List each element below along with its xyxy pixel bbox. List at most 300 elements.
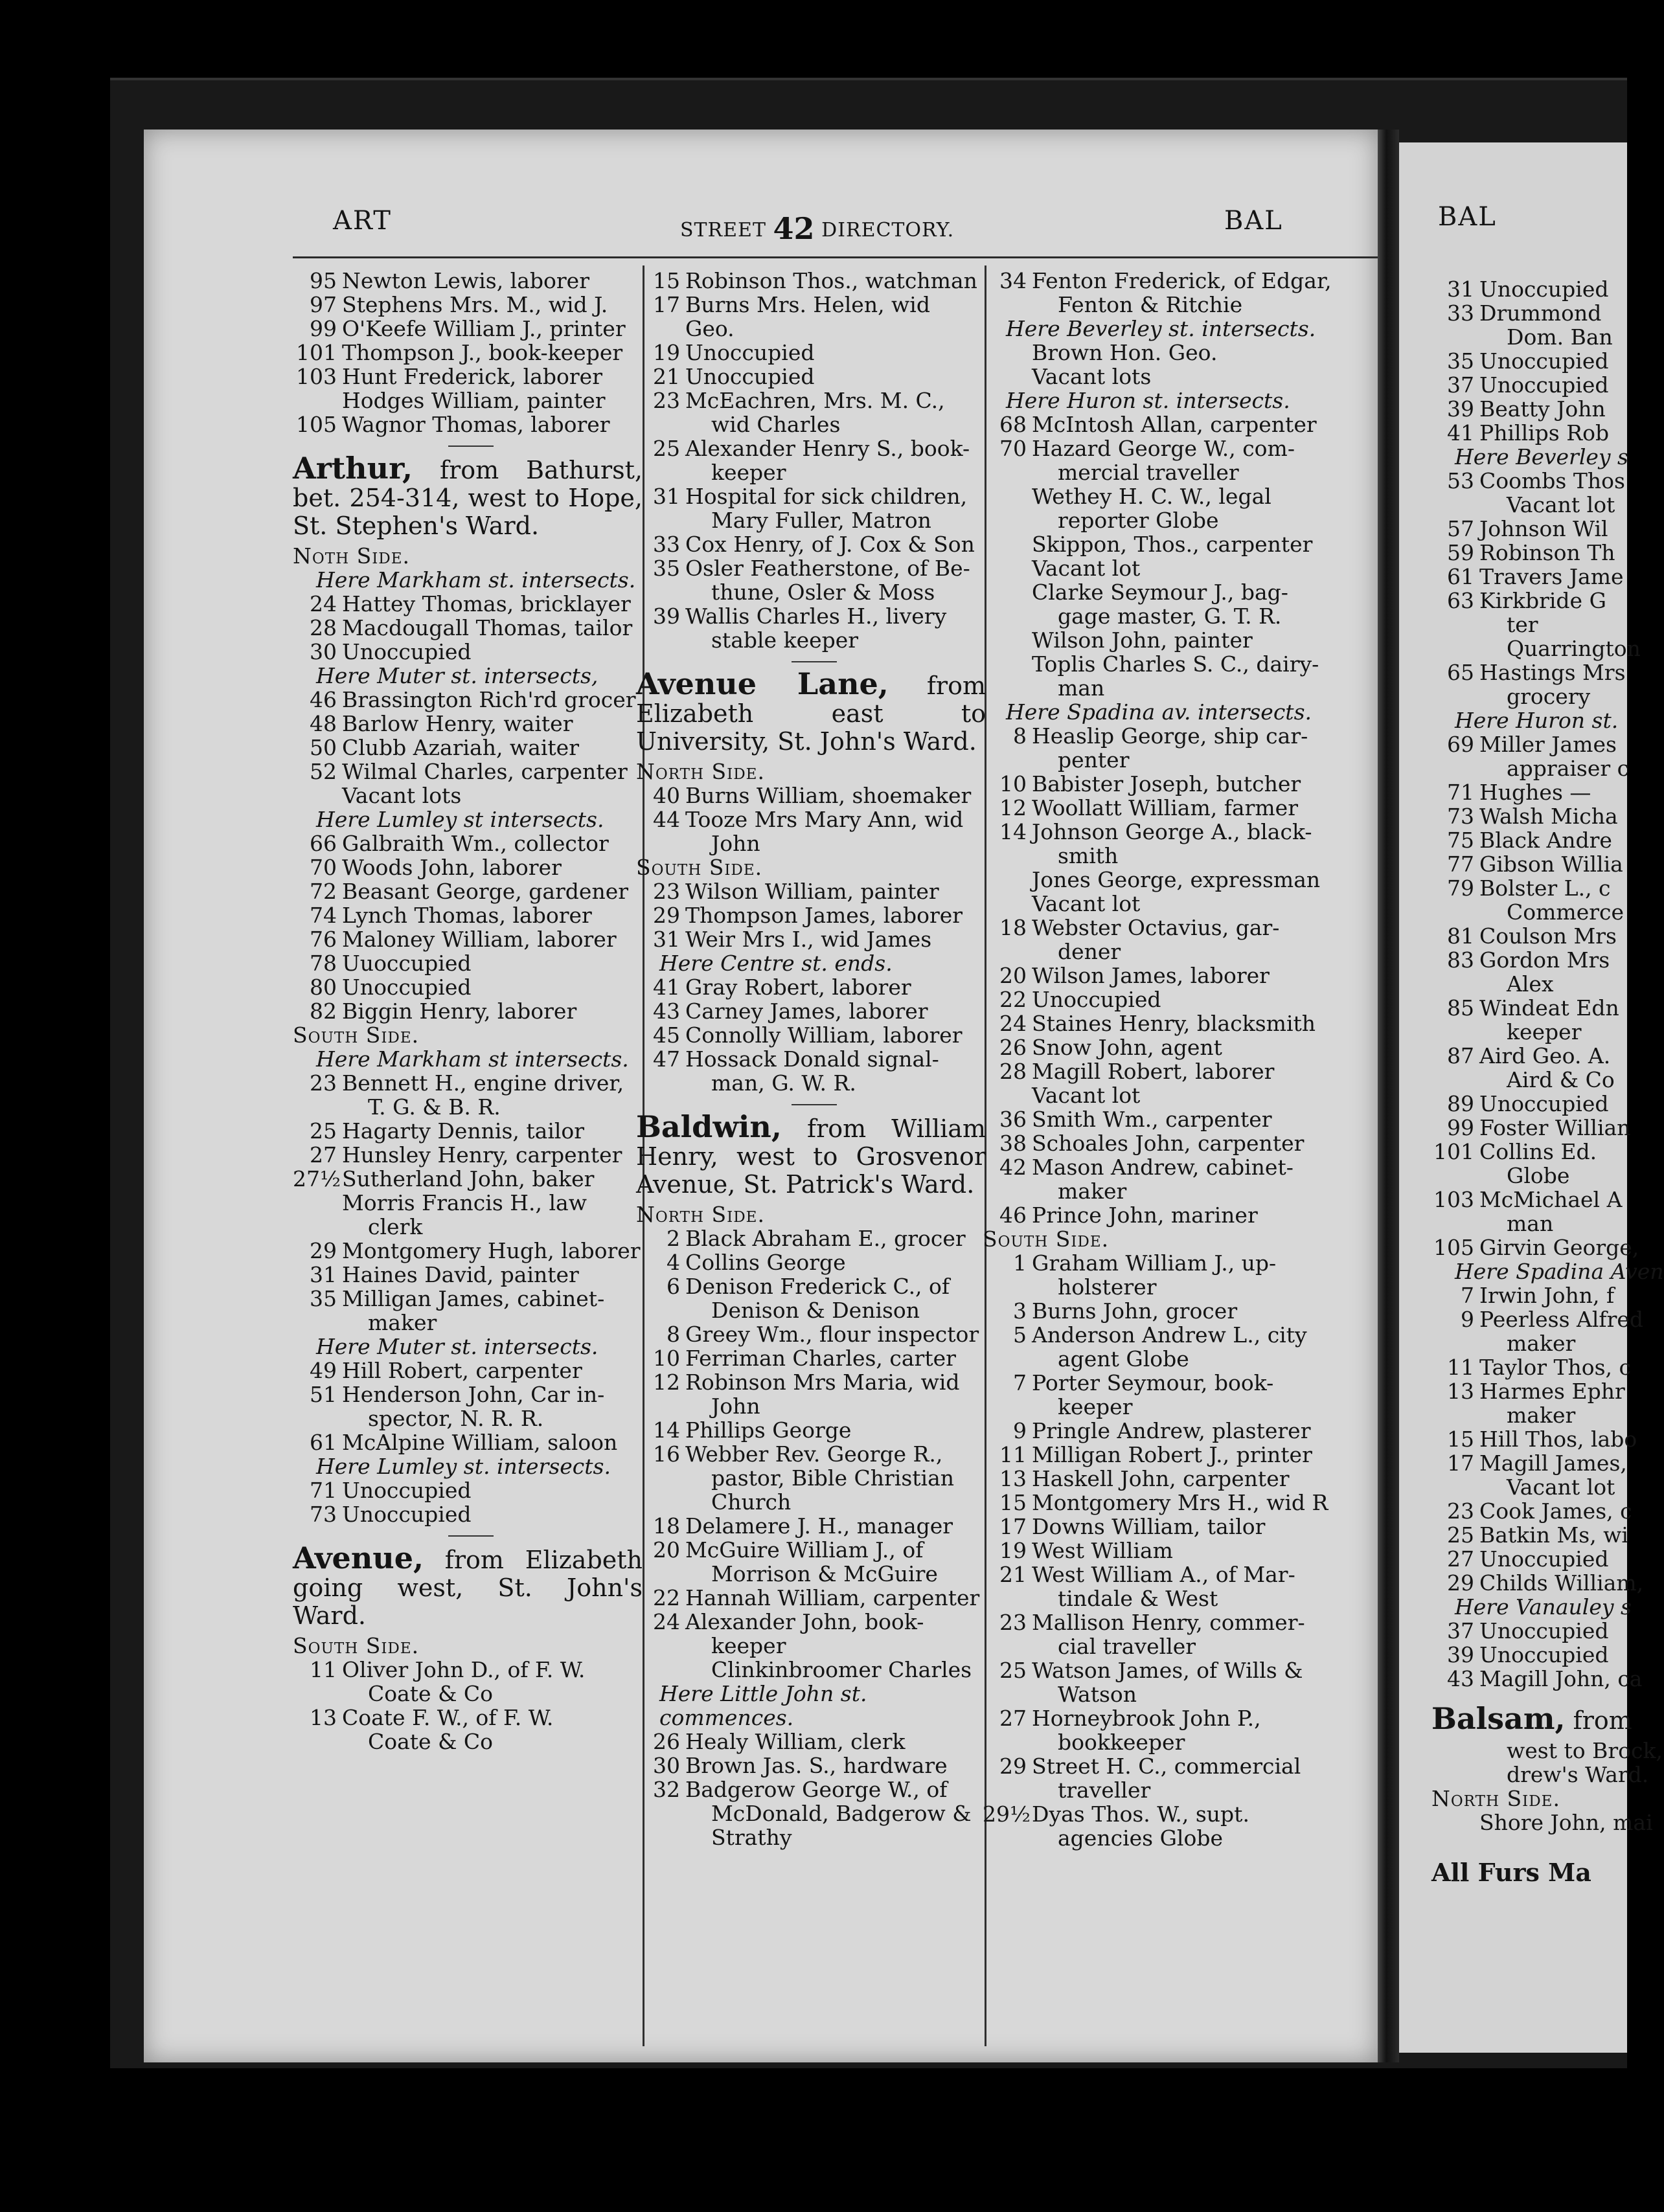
directory-entry	[983, 1539, 1332, 1563]
house-number: 37	[1447, 1618, 1474, 1643]
house-number: 73	[1447, 804, 1474, 829]
street-name: Arthur,	[293, 451, 413, 486]
house-number: 18	[999, 915, 1027, 940]
resident-text: Walsh Micha	[1479, 804, 1618, 829]
entry-continuation: keeper	[1507, 1019, 1582, 1044]
house-number: 8	[1013, 723, 1027, 749]
street-heading	[636, 1109, 986, 1199]
house-number: 22	[653, 1585, 680, 1610]
entry-continuation: cial traveller	[1058, 1634, 1196, 1659]
resident-text: Collins George	[685, 1250, 846, 1275]
intersection-note: Here Muter st. intersects,	[316, 663, 598, 688]
entry-continuation: stable keeper	[711, 627, 859, 653]
directory-entry	[293, 736, 643, 760]
house-number: 75	[1447, 828, 1474, 853]
entry-continuation: agent Globe	[1058, 1346, 1189, 1371]
directory-entry	[1431, 1283, 1639, 1307]
resident-text: Schoales John, carpenter	[1032, 1131, 1305, 1156]
directory-entry-unnumbered: Toplis Charles S. C., dairy-	[1032, 651, 1319, 677]
directory-entry	[1431, 1523, 1639, 1547]
resident-text: Downs William, tailor	[1032, 1514, 1266, 1539]
house-number: 14	[999, 819, 1027, 844]
resident-text: Unoccupied	[1479, 1546, 1609, 1572]
resident-text: Mason Andrew, cabinet-	[1032, 1155, 1294, 1180]
entry-continuation: mercial traveller	[1058, 460, 1239, 485]
street-heading	[1431, 1701, 1639, 1736]
directory-entry	[636, 1322, 986, 1346]
house-number: 48	[310, 711, 337, 736]
street-description: from Bathurst, bet. 254-314, west to Hope, St. Stephen's Ward.	[293, 456, 643, 540]
column-3	[983, 269, 1332, 1850]
directory-entry	[636, 1047, 986, 1071]
resident-text: Porter Seymour, book-	[1032, 1370, 1274, 1395]
house-number: 59	[1447, 540, 1474, 565]
house-number: 13	[310, 1705, 337, 1730]
house-number: 35	[310, 1286, 337, 1311]
directory-entry	[636, 784, 986, 807]
house-number: 42	[999, 1155, 1027, 1180]
entry-continuation: maker	[368, 1310, 437, 1335]
directory-entry	[983, 1131, 1332, 1155]
house-number: 29	[653, 903, 680, 928]
house-number: 89	[1447, 1091, 1474, 1116]
entry-continuation: man, G. W. R.	[711, 1070, 856, 1096]
street-description-line: west to Brock,	[1507, 1738, 1663, 1763]
header-right: BAL	[1224, 206, 1283, 236]
street-description-line: drew's Ward.	[1507, 1762, 1649, 1787]
resident-text: Unoccupied	[1479, 372, 1609, 398]
entry-continuation: wid Charles	[711, 412, 841, 437]
resident-text: Uuoccupied	[342, 951, 472, 976]
directory-entry	[293, 1119, 643, 1143]
house-number: 25	[310, 1118, 337, 1144]
house-number: 78	[310, 951, 337, 976]
house-number: 21	[653, 364, 680, 389]
entry-continuation: Fenton & Ritchie	[1058, 292, 1243, 317]
directory-entry	[293, 412, 643, 436]
directory-entry	[636, 269, 986, 293]
resident-text: Unoccupied	[685, 364, 815, 389]
entry-continuation: penter	[1058, 747, 1130, 773]
resident-text: Robinson Mrs Maria, wid	[685, 1370, 960, 1395]
house-number: 76	[310, 927, 337, 952]
street-description: from	[1573, 1706, 1632, 1735]
house-number: 44	[653, 807, 680, 832]
entry-continuation: Clinkinbroomer Charles	[711, 1657, 972, 1682]
header-rule	[293, 256, 1452, 258]
house-number: 30	[310, 639, 337, 664]
directory-entry	[983, 772, 1332, 796]
intersection-note: Here Markham st. intersects.	[316, 567, 636, 592]
house-number: 15	[1447, 1427, 1474, 1452]
directory-entry	[636, 1418, 986, 1442]
directory-entry	[636, 293, 986, 341]
directory-entry	[1431, 660, 1639, 684]
house-number: 30	[653, 1753, 680, 1778]
directory-entry	[293, 269, 643, 293]
house-number: 13	[1447, 1379, 1474, 1404]
resident-text: Montgomery Hugh, laborer	[342, 1238, 641, 1263]
house-number: 7	[1461, 1283, 1474, 1308]
entry-continuation: John	[711, 831, 760, 856]
resident-text: Hastings Mrs	[1479, 660, 1626, 685]
directory-entry	[293, 616, 643, 640]
directory-entry	[636, 604, 986, 628]
resident-text: Coate F. W., of F. W.	[342, 1705, 554, 1730]
house-number: 39	[653, 604, 680, 629]
house-number: 28	[999, 1059, 1027, 1084]
house-number: 39	[1447, 396, 1474, 422]
house-number: 63	[1447, 588, 1474, 613]
directory-entry	[636, 1226, 986, 1250]
directory-entry	[293, 760, 643, 784]
house-number: 20	[653, 1537, 680, 1563]
directory-entry	[983, 1802, 1332, 1826]
house-number: 74	[310, 903, 337, 928]
house-number: 27½	[293, 1166, 341, 1191]
house-number: 53	[1447, 468, 1474, 493]
resident-text: Unoccupied	[1479, 1618, 1609, 1643]
resident-text: Hill Thos, labo	[1479, 1427, 1637, 1452]
directory-entry	[636, 975, 986, 999]
house-number: 40	[653, 783, 680, 808]
entry-continuation: Aird & Co	[1507, 1067, 1615, 1092]
house-number: 61	[310, 1430, 337, 1455]
directory-entry	[983, 964, 1332, 988]
directory-entry	[983, 1563, 1332, 1586]
entry-continuation: Strathy	[711, 1825, 792, 1850]
resident-text: Windeat Edn	[1479, 995, 1619, 1021]
house-number: 4	[667, 1250, 680, 1275]
directory-entry	[293, 927, 643, 951]
resident-text: Watson James, of Wills &	[1032, 1658, 1303, 1683]
directory-entry	[1431, 732, 1639, 756]
directory-entry	[293, 1430, 643, 1454]
directory-entry	[983, 1107, 1332, 1131]
directory-entry	[1431, 1140, 1639, 1164]
resident-text: Tooze Mrs Mary Ann, wid	[685, 807, 964, 832]
directory-entry	[1431, 1547, 1639, 1571]
directory-entry	[1431, 349, 1639, 373]
resident-text: Taylor Thos, c	[1479, 1355, 1631, 1380]
page-number: 42	[773, 211, 815, 246]
resident-text: Healy William, clerk	[685, 1729, 906, 1754]
resident-text: Sutherland John, baker	[342, 1166, 595, 1191]
resident-text: Foster Willian	[1479, 1115, 1631, 1140]
directory-entry	[983, 1203, 1332, 1227]
house-number: 23	[310, 1070, 337, 1096]
house-number: 19	[999, 1538, 1027, 1563]
intersection-note: Here Lumley st. intersects.	[316, 1454, 611, 1479]
resident-text: Aird Geo. A.	[1479, 1043, 1611, 1068]
house-number: 70	[310, 855, 337, 880]
directory-entry	[293, 293, 643, 317]
directory-entry	[293, 903, 643, 927]
directory-entry	[983, 796, 1332, 820]
resident-text: Brown Jas. S., hardware	[685, 1753, 948, 1778]
house-number: 38	[999, 1131, 1027, 1156]
resident-text: Bennett H., engine driver,	[342, 1070, 624, 1096]
directory-entry	[983, 1011, 1332, 1035]
resident-text: Unoccupied	[685, 340, 815, 365]
entry-continuation: traveller	[1058, 1778, 1151, 1803]
resident-text: Beasant George, gardener	[342, 879, 629, 904]
resident-text: Wagnor Thomas, laborer	[342, 412, 610, 437]
resident-text: Travers Jame	[1479, 564, 1624, 589]
directory-entry	[293, 1287, 643, 1311]
directory-entry	[636, 903, 986, 927]
resident-text: Woods John, laborer	[342, 855, 562, 880]
entry-continuation: Dom. Ban	[1507, 324, 1613, 350]
directory-entry	[1431, 948, 1639, 972]
house-number: 10	[653, 1346, 680, 1371]
resident-text: Hunsley Henry, carpenter	[342, 1142, 622, 1168]
directory-entry	[1431, 924, 1639, 948]
directory-entry	[636, 927, 986, 951]
resident-text: Lynch Thomas, laborer	[342, 903, 592, 928]
entry-continuation: Vacant lot	[1507, 1474, 1615, 1500]
resident-text: Johnson Wil	[1479, 516, 1608, 541]
advertisement-text: All Furs Ma	[1431, 1858, 1591, 1887]
entry-continuation: Mary Fuller, Matron	[711, 508, 931, 533]
intersection-note: Here Beverley s	[1455, 444, 1628, 469]
entry-continuation: tindale & West	[1058, 1586, 1218, 1611]
resident-text: Badgerow George W., of	[685, 1777, 948, 1802]
house-number: 101	[296, 340, 337, 365]
house-number: 14	[653, 1417, 680, 1443]
directory-entry	[636, 1538, 986, 1562]
house-number: 39	[1447, 1642, 1474, 1667]
directory-entry	[1431, 1451, 1639, 1475]
side-heading: South Side.	[636, 855, 763, 880]
resident-text: Haskell John, carpenter	[1032, 1466, 1290, 1491]
house-number: 17	[1447, 1450, 1474, 1476]
directory-entry	[1431, 565, 1639, 589]
directory-entry-unnumbered: Wilson John, painter	[1032, 627, 1253, 653]
house-number: 23	[653, 879, 680, 904]
house-number: 1	[1013, 1250, 1027, 1276]
house-number: 83	[1447, 947, 1474, 973]
resident-text: Clubb Azariah, waiter	[342, 735, 579, 760]
resident-text: McGuire William J., of	[685, 1537, 924, 1563]
house-number: 77	[1447, 852, 1474, 877]
resident-text: Milligan Robert J., printer	[1032, 1442, 1312, 1467]
house-number: 66	[310, 831, 337, 856]
house-number: 71	[1447, 780, 1474, 805]
directory-entry-unnumbered: Morris Francis H., law	[342, 1190, 587, 1215]
directory-entry	[983, 1371, 1332, 1395]
resident-text: Montgomery Mrs H., wid R	[1032, 1490, 1328, 1515]
resident-text: Thompson James, laborer	[685, 903, 963, 928]
directory-entry	[1431, 1307, 1644, 1332]
house-number: 31	[310, 1262, 337, 1287]
resident-text: Unoccupied	[1032, 987, 1161, 1012]
entry-continuation: Quarrington	[1507, 636, 1641, 661]
facing-page-header: BAL	[1438, 202, 1497, 232]
directory-entry	[983, 1059, 1332, 1083]
resident-text: Hannah William, carpenter	[685, 1585, 980, 1610]
entry-continuation: maker	[1507, 1403, 1576, 1428]
house-number: 71	[310, 1478, 337, 1503]
resident-text: Horneybrook John P.,	[1032, 1706, 1261, 1731]
resident-text: Coombs Thos	[1479, 468, 1625, 493]
resident-text: Thompson J., book-keeper	[342, 340, 623, 365]
resident-text: Childs William,	[1479, 1570, 1644, 1596]
directory-entry	[1431, 828, 1639, 852]
resident-text: Peerless Alfred	[1479, 1307, 1644, 1332]
directory-entry	[1431, 780, 1639, 804]
entry-continuation: Coate & Co	[368, 1681, 494, 1706]
house-number: 105	[1433, 1235, 1474, 1260]
directory-entry	[983, 1035, 1332, 1059]
house-number: 73	[310, 1502, 337, 1527]
street-name: Avenue Lane,	[636, 666, 889, 701]
resident-text: Hossack Donald signal-	[685, 1046, 939, 1072]
house-number: 101	[1433, 1139, 1474, 1164]
resident-text: Kirkbride G	[1479, 588, 1606, 613]
directory-entry	[636, 1754, 986, 1778]
directory-entry	[1431, 996, 1639, 1020]
entry-continuation: holsterer	[1058, 1274, 1157, 1300]
directory-entry-unnumbered: Skippon, Thos., carpenter	[1032, 532, 1313, 557]
house-number: 34	[999, 268, 1027, 293]
resident-text: Beatty John	[1479, 396, 1606, 422]
entry-continuation: Morrison & McGuire	[711, 1561, 938, 1586]
directory-entry	[1431, 1499, 1639, 1523]
house-number: 87	[1447, 1043, 1474, 1068]
resident-text: Unoccupied	[1479, 348, 1609, 374]
house-number: 37	[1447, 372, 1474, 398]
header-street: STREET	[680, 219, 766, 242]
directory-entry	[636, 879, 986, 903]
house-number: 33	[1447, 300, 1474, 326]
resident-text: Galbraith Wm., collector	[342, 831, 609, 856]
entry-continuation: ter	[1507, 612, 1538, 637]
facing-page	[1399, 142, 1664, 2053]
entry-continuation: T. G. & B. R.	[368, 1094, 501, 1120]
resident-text: Magill James,	[1479, 1450, 1627, 1476]
intersection-note: Here Vanauley s	[1455, 1594, 1632, 1620]
directory-entry	[636, 1778, 986, 1801]
street-separator	[448, 1535, 494, 1537]
house-number: 103	[296, 364, 337, 389]
directory-entry	[983, 1419, 1332, 1443]
house-number: 28	[310, 615, 337, 640]
side-heading: Noth Side.	[293, 543, 411, 569]
entry-continuation: gage master, G. T. R.	[1058, 604, 1282, 629]
street-name: Balsam,	[1431, 1701, 1566, 1736]
house-number: 6	[667, 1274, 680, 1299]
house-number: 80	[310, 975, 337, 1000]
side-heading: South Side.	[293, 1022, 420, 1048]
directory-entry	[293, 688, 643, 712]
house-number: 19	[653, 340, 680, 365]
resident-text: Robinson Th	[1479, 540, 1615, 565]
house-number: 52	[310, 759, 337, 784]
resident-text: Phillips George	[685, 1417, 852, 1443]
resident-text: Miller James	[1479, 732, 1617, 757]
directory-entry	[636, 556, 986, 580]
house-number: 31	[653, 484, 680, 509]
intersection-note: Here Muter st. intersects.	[316, 1334, 598, 1359]
side-heading: South Side.	[983, 1226, 1110, 1252]
directory-entry	[1431, 1619, 1639, 1643]
side-heading: North Side.	[1431, 1786, 1560, 1811]
resident-text: O'Keefe William J., printer	[342, 316, 626, 341]
directory-entry	[983, 412, 1332, 436]
resident-text: Alexander John, book-	[685, 1609, 924, 1634]
directory-entry-unnumbered: Vacant lots	[1032, 364, 1152, 389]
directory-entry	[1431, 1570, 1644, 1596]
resident-text: Woollatt William, farmer	[1032, 795, 1298, 820]
side-heading: North Side.	[636, 759, 765, 784]
resident-text: Delamere J. H., manager	[685, 1513, 953, 1539]
street-name: Baldwin,	[636, 1109, 782, 1144]
directory-entry	[1431, 1116, 1639, 1140]
street-heading	[293, 1541, 643, 1630]
entry-continuation: man	[1507, 1211, 1554, 1236]
house-number: 11	[999, 1442, 1027, 1467]
house-number: 25	[999, 1658, 1027, 1683]
entry-continuation: clerk	[368, 1214, 423, 1239]
house-number: 69	[1447, 732, 1474, 757]
house-number: 29	[310, 1238, 337, 1263]
resident-text: Mallison Henry, commer-	[1032, 1610, 1305, 1635]
directory-entry	[293, 1706, 643, 1730]
directory-entry	[636, 1730, 986, 1754]
resident-text: Dyas Thos. W., supt.	[1032, 1801, 1249, 1827]
entry-continuation: thune, Osler & Moss	[711, 580, 935, 605]
column-2	[636, 269, 986, 1849]
house-number: 9	[1461, 1307, 1474, 1332]
resident-text: Unoccupied	[342, 1502, 472, 1527]
resident-text: Batkin Ms, wi	[1479, 1522, 1628, 1548]
resident-text: Wilson William, painter	[685, 879, 939, 904]
house-number: 11	[1447, 1355, 1474, 1380]
house-number: 24	[310, 591, 337, 616]
entry-continuation: Globe	[1507, 1163, 1570, 1188]
street-separator	[792, 661, 837, 662]
house-number: 45	[653, 1022, 680, 1048]
house-number: 68	[999, 412, 1027, 437]
house-number: 25	[653, 436, 680, 461]
house-number: 10	[999, 771, 1027, 796]
house-number: 18	[653, 1513, 680, 1539]
directory-entry-unnumbered: Vacant lot	[1032, 556, 1141, 581]
entry-continuation: maker	[1058, 1179, 1127, 1204]
house-number: 15	[653, 268, 680, 293]
house-number: 32	[653, 1777, 680, 1802]
house-number: 29	[1447, 1570, 1474, 1596]
house-number: 26	[999, 1035, 1027, 1060]
resident-text: Hill Robert, carpenter	[342, 1358, 582, 1383]
directory-entry-unnumbered: Vacant lots	[342, 783, 462, 808]
resident-text: Pringle Andrew, plasterer	[1032, 1418, 1311, 1443]
directory-entry	[293, 1502, 643, 1526]
resident-text: Hospital for sick children,	[685, 484, 968, 509]
resident-text: Unoccupied	[1479, 276, 1609, 302]
intersection-note: Here Little John st. commences.	[659, 1681, 867, 1730]
resident-text: Burns William, shoemaker	[685, 783, 972, 808]
resident-text: West William A., of Mar-	[1032, 1562, 1295, 1587]
house-number: 99	[310, 316, 337, 341]
resident-text: Unoccupied	[342, 1478, 472, 1503]
house-number: 23	[1447, 1498, 1474, 1524]
resident-text: Unoccupied	[342, 639, 472, 664]
house-number: 29½	[983, 1801, 1031, 1827]
resident-text: Robinson Thos., watchman	[685, 268, 977, 293]
resident-text: Smith Wm., carpenter	[1032, 1107, 1272, 1132]
